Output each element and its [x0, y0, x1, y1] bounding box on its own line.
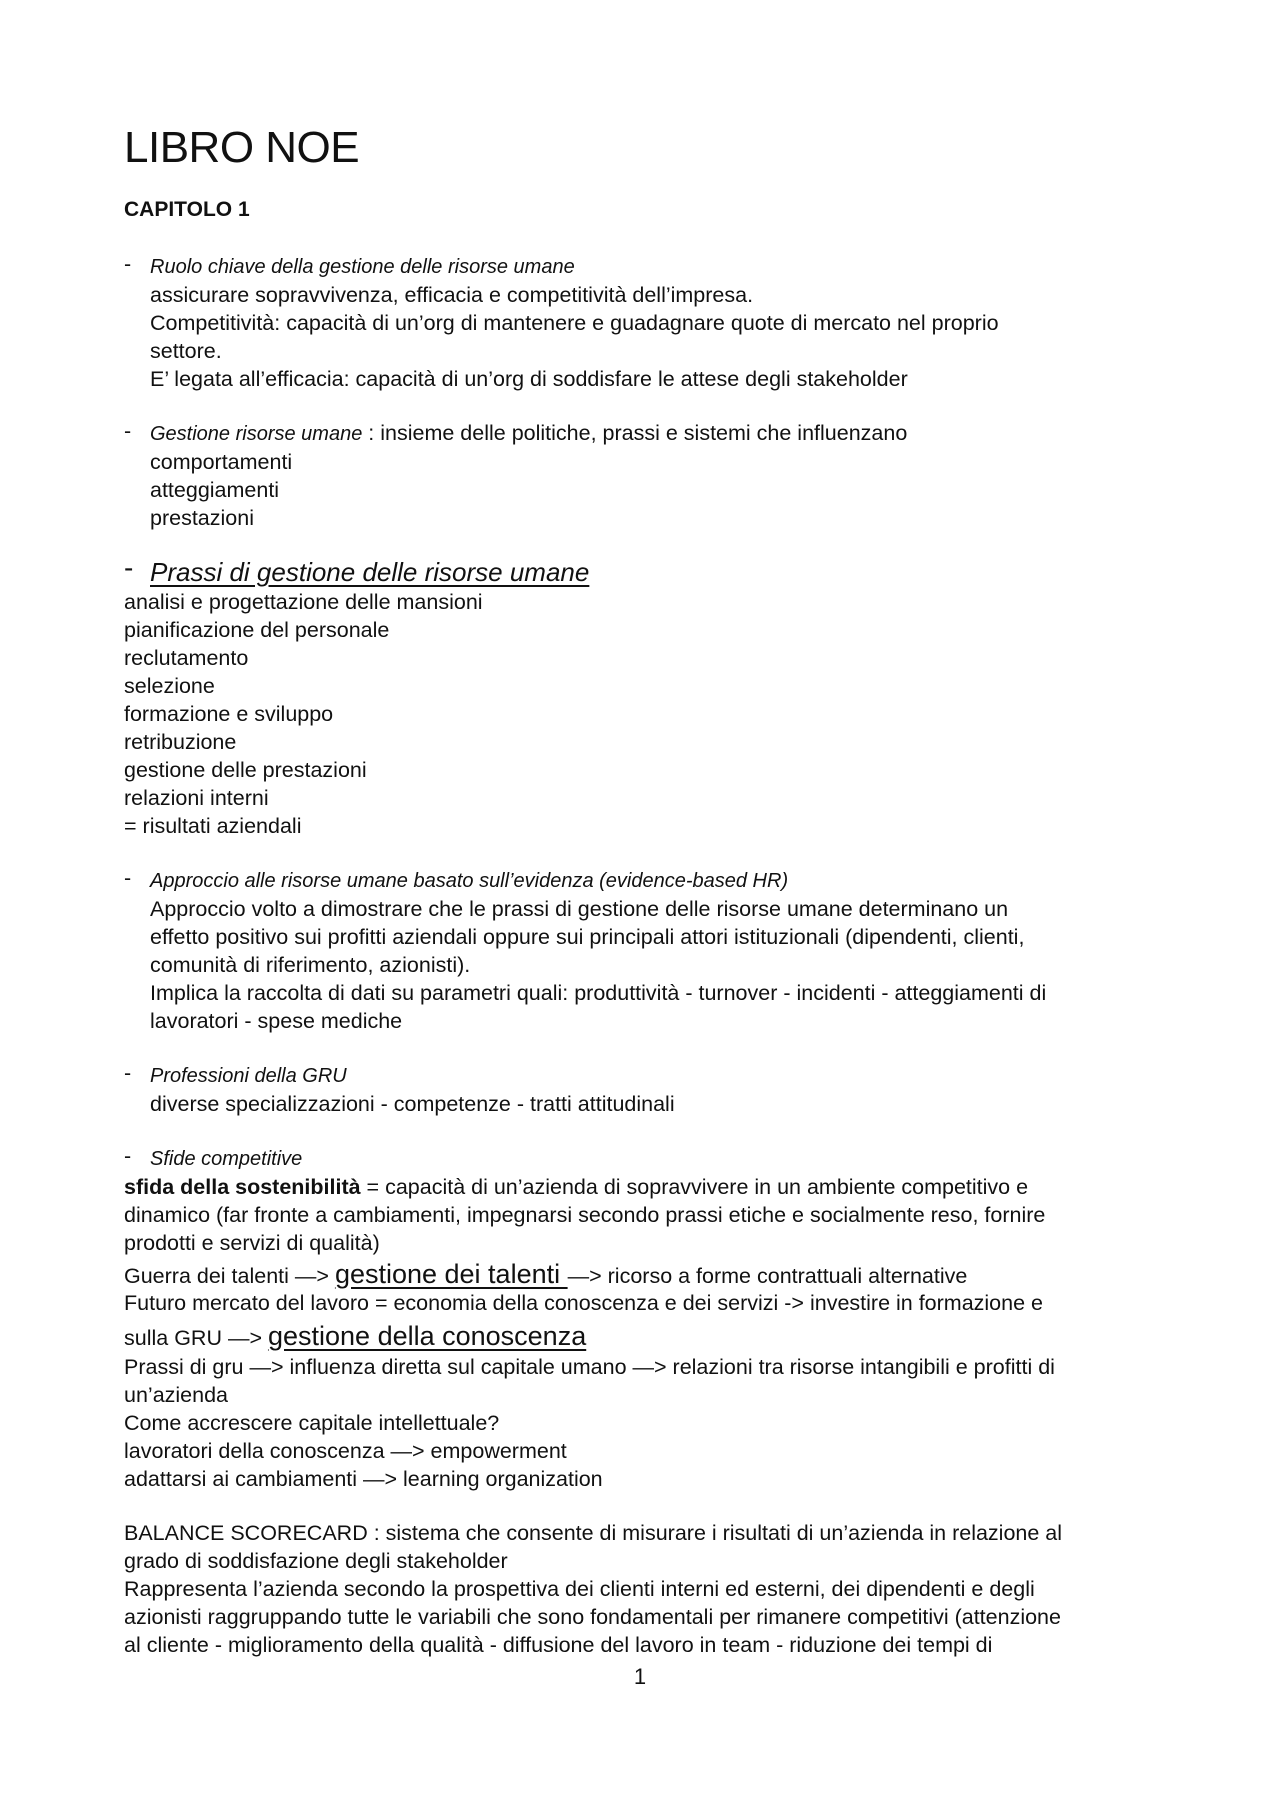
text-line: comportamenti [150, 450, 293, 474]
section-body [124, 895, 1170, 1035]
text-line: atteggiamenti [150, 478, 280, 502]
text-fragment: = capacità di un’azienda di sopravvivere in un ambiente competitivo e [360, 1175, 1029, 1199]
section-heading: Ruolo chiave della gestione delle risorse umane [150, 256, 575, 278]
text-line: un’azienda [124, 1383, 229, 1407]
text-line: Prassi di gru —> influenza diretta sul capitale umano —> relazioni tra risorse intangibili e profitti di [124, 1355, 1055, 1379]
section-heading: Gestione risorse umane [150, 423, 363, 445]
bullet-dash: - [124, 552, 134, 583]
text-line: settore. [150, 339, 222, 363]
text-line [124, 1321, 1170, 1353]
bold-term: sfida della sostenibilità [124, 1175, 361, 1199]
text-fragment: Guerra dei talenti —> [124, 1264, 335, 1288]
bullet-dash: - [124, 866, 132, 890]
text-line: Come accrescere capitale intellettuale? [124, 1411, 500, 1435]
list-item: selezione [124, 674, 215, 698]
section-body [124, 281, 1170, 393]
section-heading: Sfide competitive [150, 1148, 303, 1170]
section-heading: Prassi di gestione delle risorse umane [150, 557, 590, 587]
text-line: diverse specializzazioni - competenze - tratti attitudinali [150, 1092, 675, 1116]
chapter-heading: CAPITOLO 1 [124, 198, 250, 221]
section-heading-row [124, 1061, 1170, 1090]
page-number: 1 [633, 1664, 647, 1689]
list-item: formazione e sviluppo [124, 702, 334, 726]
bullet-dash: - [124, 252, 132, 276]
section-heading-row [124, 419, 1170, 448]
text-line: azionisti raggruppando tutte le variabili che sono fondamentali per rimanere competitivi (attenzione [124, 1605, 1061, 1629]
text-fragment: —> ricorso a forme contrattuali alternative [567, 1264, 968, 1288]
section-heading-row [124, 1144, 1170, 1173]
text-line: BALANCE SCORECARD : sistema che consente di misurare i risultati di un’azienda in relazione al [124, 1521, 1063, 1545]
section-gestione-risorse [124, 419, 1170, 532]
section-sfide [124, 1144, 1170, 1493]
section-body [124, 1090, 1170, 1118]
text-line: prodotti e servizi di qualità) [124, 1231, 380, 1255]
list-item: pianificazione del personale [124, 618, 390, 642]
text-line: effetto positivo sui profitti aziendali oppure sui principali attori istituzionali (dipendenti, clienti, [150, 925, 1025, 949]
section-heading: Approccio alle risorse umane basato sull’evidenza (evidence-based HR) [150, 870, 789, 892]
list-item: relazioni interni [124, 786, 269, 810]
text-line: lavoratori - spese mediche [150, 1009, 403, 1033]
section-heading-row [124, 252, 1170, 281]
section-body [124, 588, 1170, 840]
text-line: E’ legata all’efficacia: capacità di un’org di soddisfare le attese degli stakeholder [150, 367, 908, 391]
list-item: analisi e progettazione delle mansioni [124, 590, 483, 614]
section-prassi [124, 552, 1170, 840]
list-item: retribuzione [124, 730, 237, 754]
section-heading-row [124, 552, 1170, 588]
text-line [124, 1261, 1170, 1289]
section-body [124, 448, 1170, 532]
text-line: Approccio volto a dimostrare che le prassi di gestione delle risorse umane determinano un [150, 897, 1009, 921]
section-balance-scorecard [124, 1519, 1170, 1659]
text-line: al cliente - miglioramento della qualità - diffusione del lavoro in team - riduzione dei tempi di [124, 1633, 993, 1657]
section-heading-tail: : insieme delle politiche, prassi e sistemi che influenzano [362, 421, 908, 445]
text-line: prestazioni [150, 506, 254, 530]
gestione-conoscenza-link: gestione della conoscenza [267, 1321, 587, 1351]
bullet-dash: - [124, 419, 132, 443]
bullet-dash: - [124, 1144, 132, 1168]
list-item: reclutamento [124, 646, 249, 670]
section-professioni [124, 1061, 1170, 1118]
text-line: adattarsi ai cambiamenti —> learning organization [124, 1467, 603, 1491]
section-heading: Professioni della GRU [150, 1065, 347, 1087]
bullet-dash: - [124, 1061, 132, 1085]
section-heading-row [124, 866, 1170, 895]
text-fragment: sulla GRU —> [124, 1326, 268, 1350]
text-line: lavoratori della conoscenza —> empowerment [124, 1439, 567, 1463]
text-line: grado di soddisfazione degli stakeholder [124, 1549, 508, 1573]
list-item: = risultati aziendali [124, 814, 302, 838]
list-item: gestione delle prestazioni [124, 758, 367, 782]
document-title: LIBRO NOE [124, 123, 360, 172]
text-line: Implica la raccolta di dati su parametri quali: produttività - turnover - incidenti - atteggiamenti di [150, 981, 1047, 1005]
section-ruolo-chiave [124, 252, 1170, 393]
text-line: assicurare sopravvivenza, efficacia e competitività dell’impresa. [150, 283, 754, 307]
section-evidence-based [124, 866, 1170, 1035]
gestione-talenti-link: gestione dei talenti [334, 1259, 568, 1289]
section-body [124, 1173, 1170, 1493]
text-line [124, 1173, 1170, 1201]
text-line: Futuro mercato del lavoro = economia della conoscenza e dei servizi -> investire in formazione e [124, 1291, 1043, 1315]
text-line: Competitività: capacità di un’org di mantenere e guadagnare quote di mercato nel proprio [150, 311, 999, 335]
text-line: Rappresenta l’azienda secondo la prospettiva dei clienti interni ed esterni, dei dipendenti e degli [124, 1577, 1035, 1601]
text-line: dinamico (far fronte a cambiamenti, impegnarsi secondo prassi etiche e socialmente reso, fornire [124, 1203, 1046, 1227]
text-line: comunità di riferimento, azionisti). [150, 953, 471, 977]
